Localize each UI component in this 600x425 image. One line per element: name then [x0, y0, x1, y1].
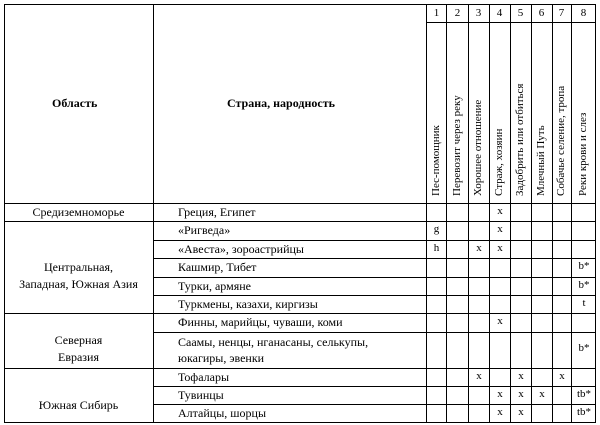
motif-mark: x [539, 388, 545, 400]
region-line: Центральная, [44, 260, 113, 274]
motif-mark: t [582, 297, 586, 309]
motif-mark: x [518, 370, 524, 382]
motif-header-3: Хорошее отношение [472, 99, 484, 196]
region-south-siberia: Южная Сибирь [38, 398, 119, 412]
country-cell: Алтайцы, шорцы [178, 406, 267, 420]
region-north-eurasia [4, 332, 153, 366]
country-cell [178, 334, 368, 366]
region-central-asia [4, 259, 153, 293]
motif-mark: tb* [576, 406, 592, 418]
country-cell: Турки, армяне [178, 279, 251, 293]
motif-mark: x [518, 388, 524, 400]
country-cell: Греция, Египет [178, 205, 256, 219]
motif-mark: x [497, 242, 503, 254]
country-cell: Финны, марийцы, чуваши, коми [178, 315, 343, 329]
motif-header-6: Млечный Путь [535, 125, 547, 196]
motif-mark: x [497, 205, 503, 217]
motif-mark: x [476, 370, 482, 382]
country-cell: Тофалары [178, 370, 230, 384]
motif-number-7: 7 [558, 7, 565, 19]
region-column-header: Область [52, 96, 98, 110]
motif-mark: b* [578, 260, 590, 272]
motif-header-2: Перевозит через реку [451, 95, 463, 196]
country-cell: «Ригведа» [178, 223, 231, 237]
motif-mark: tb* [576, 388, 592, 400]
country-line: юкагиры, эвенки [178, 351, 265, 365]
motif-number-4: 4 [496, 7, 503, 19]
country-column-header: Страна, народность [227, 96, 335, 110]
motif-mark: h [433, 242, 440, 254]
region-line: Евразия [57, 350, 99, 364]
motif-mark: x [497, 406, 503, 418]
motif-header-8: Реки крови и слез [577, 112, 589, 196]
motif-mark: x [497, 223, 503, 235]
motif-mark: g [433, 223, 440, 235]
motif-mark: x [497, 388, 503, 400]
motif-mark: x [497, 315, 503, 327]
motif-header-1: Пес-помощник [430, 125, 442, 196]
motif-number-1: 1 [433, 7, 440, 19]
motif-number-6: 6 [538, 7, 545, 19]
country-line: Саамы, ненцы, нганасаны, селькупы, [178, 335, 369, 349]
country-cell: Кашмир, Тибет [178, 260, 257, 274]
motif-header-5: Задобрить или отбиться [514, 83, 526, 196]
region-line: Северная [54, 333, 103, 347]
motif-number-2: 2 [454, 7, 461, 19]
motif-mark: b* [578, 279, 590, 291]
motif-header-7: Собачье селение, тропа [555, 85, 567, 196]
motif-number-5: 5 [517, 7, 524, 19]
country-cell: Туркмены, казахи, киргизы [178, 297, 318, 311]
country-cell: «Авеста», зороастрийцы [178, 242, 304, 256]
motif-mark: b* [578, 342, 590, 354]
country-cell: Тувинцы [178, 388, 224, 402]
motif-number-3: 3 [475, 7, 482, 19]
motif-mark: x [559, 370, 565, 382]
motif-header-4: Страж, хозяин [493, 128, 505, 196]
motif-mark: x [518, 406, 524, 418]
region-mediterranean: Средиземноморье [32, 205, 125, 219]
region-line: Западная, Южная Азия [19, 277, 138, 291]
motif-number-8: 8 [580, 7, 587, 19]
motif-mark: x [476, 242, 482, 254]
